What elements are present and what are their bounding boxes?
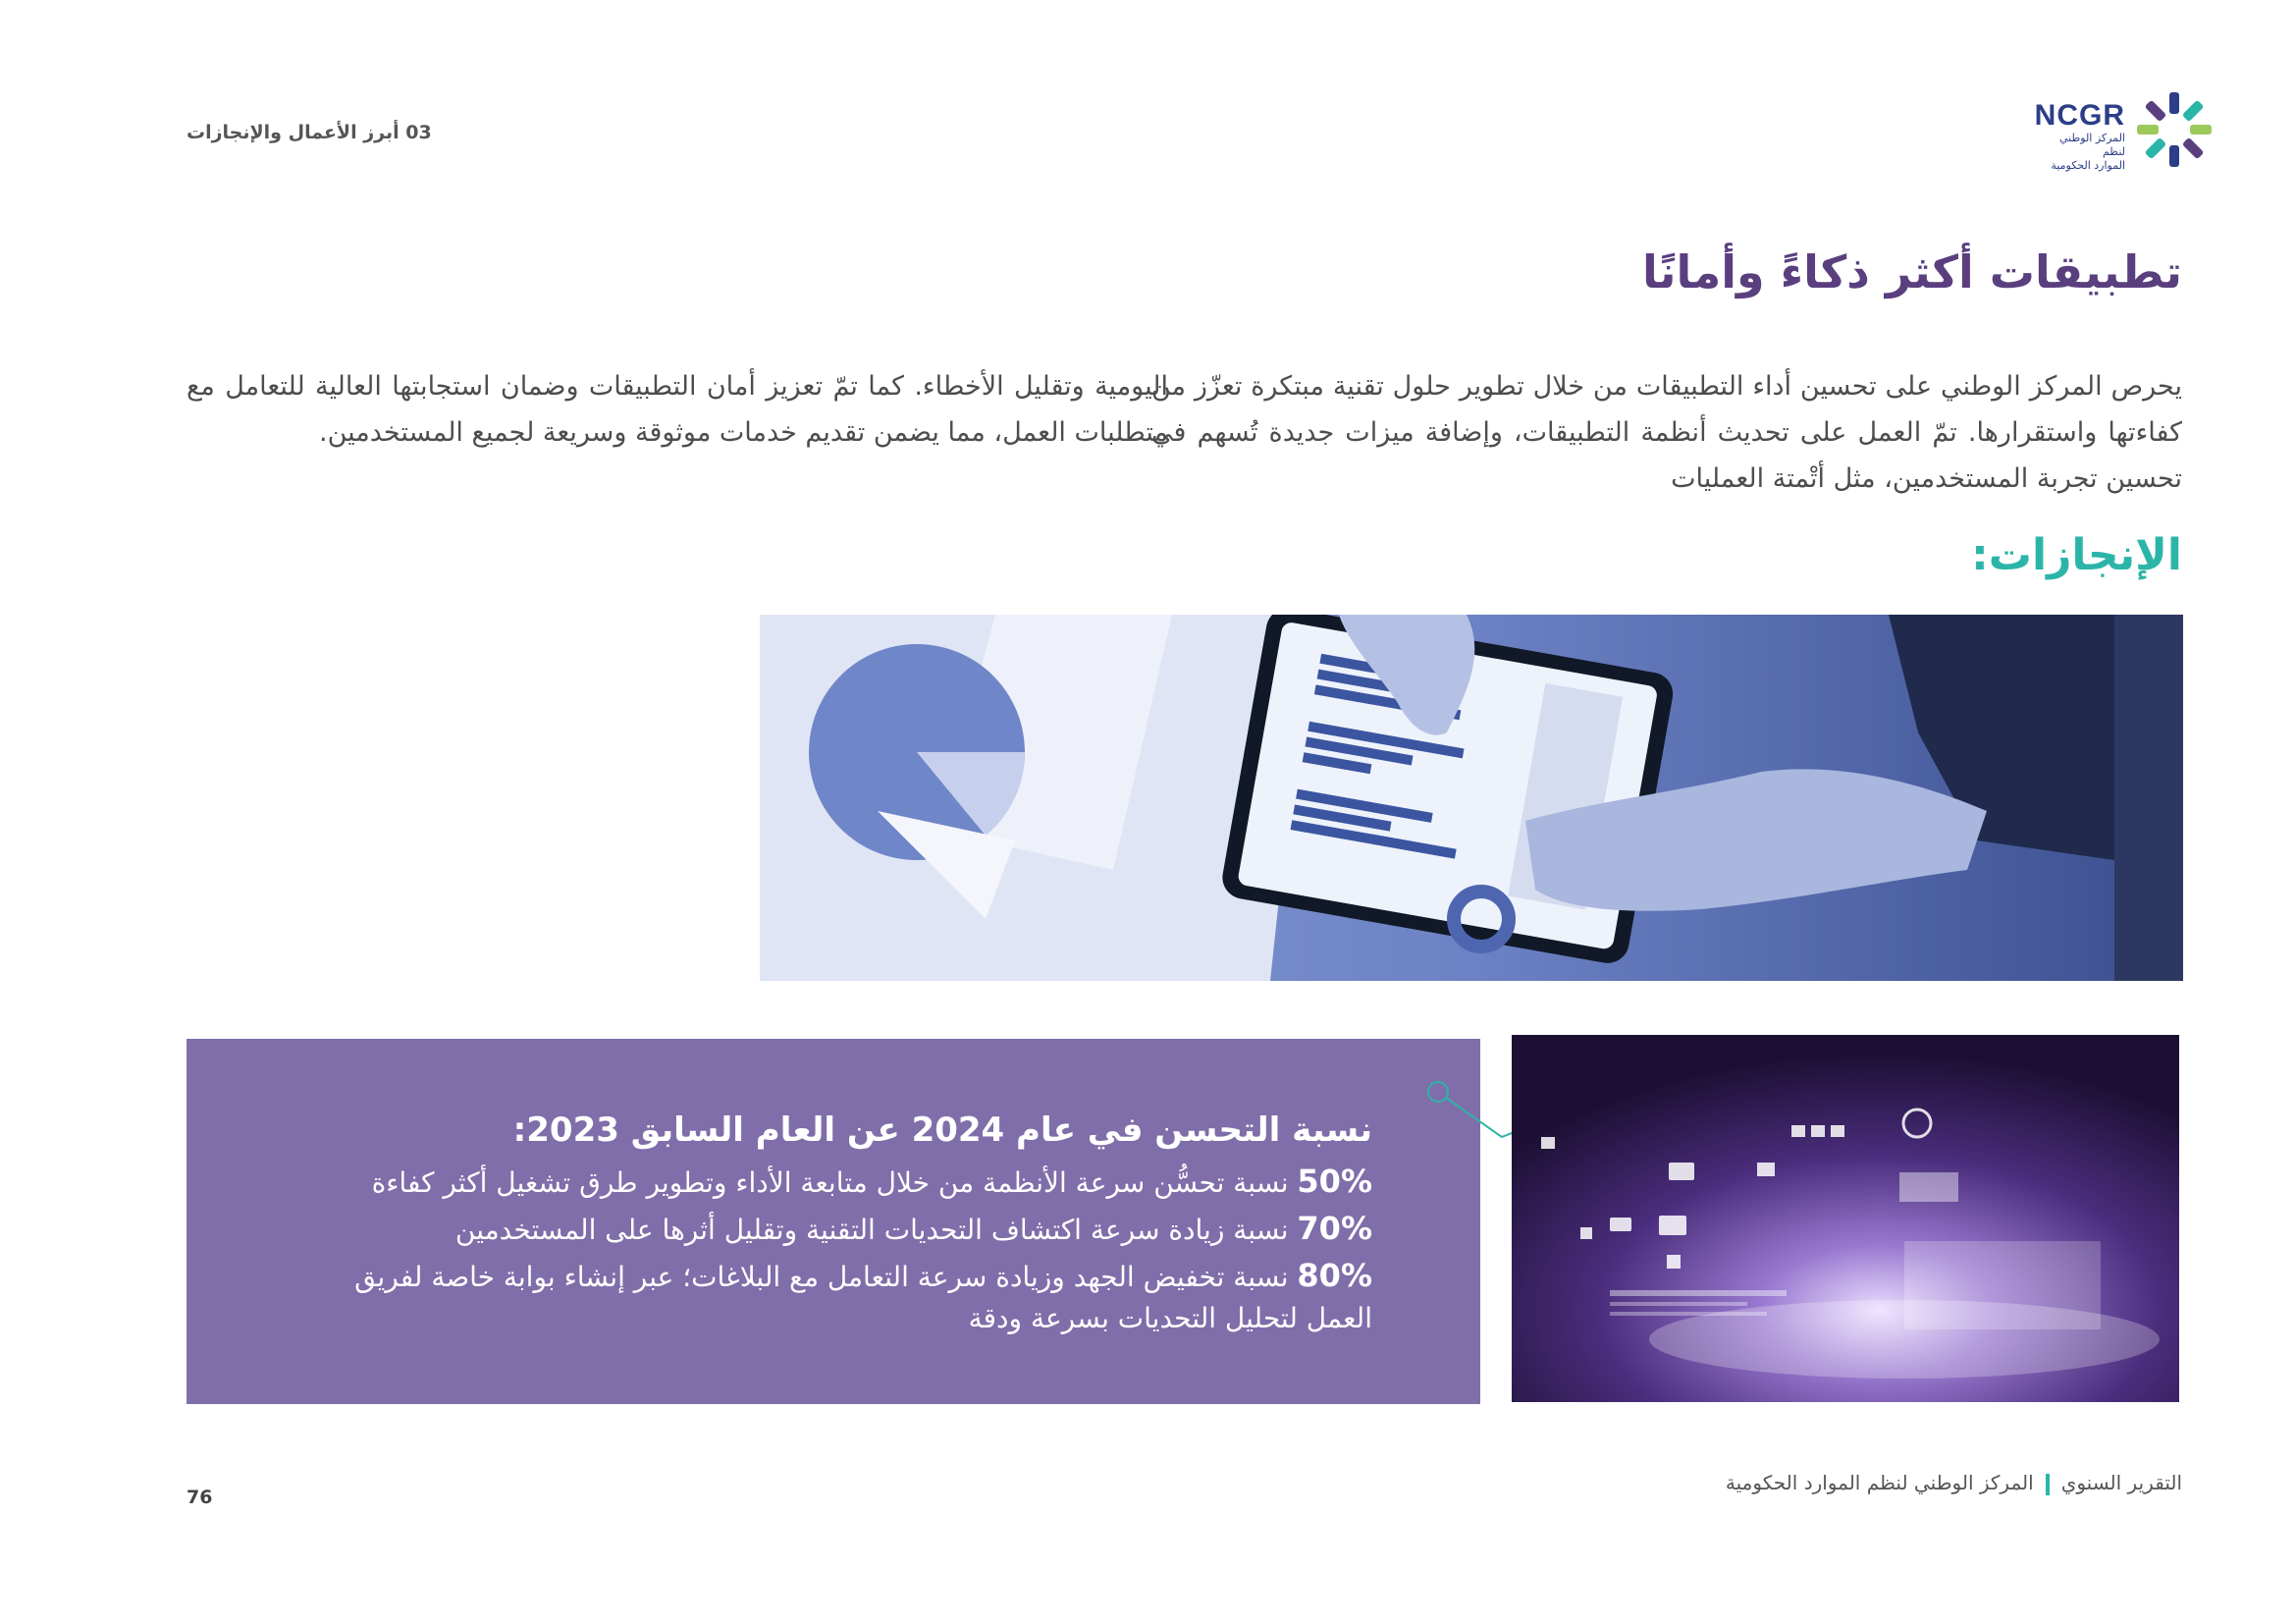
achievements-title: الإنجازات: (1971, 530, 2182, 580)
hero-image (760, 615, 2183, 981)
stats-box (187, 1039, 1480, 1404)
page-number: 76 (187, 1487, 213, 1508)
stat-percent: 80% (1297, 1257, 1372, 1294)
intro-paragraph-left: اليومية وتقليل الأخطاء. كما تمّ تعزيز أمان التطبيقات وضمان استجابتها العالية للتعامل مع متطلبات العمل، مما يضمن تقديم خدمات موثوقة وسريعة لجميع المستخدمين. (187, 371, 1168, 448)
footer-org: المركز الوطني لنظم الموارد الحكومية (1725, 1471, 2034, 1494)
page-title: تطبيقات أكثر ذكاءً وأمانًا (1641, 245, 2182, 298)
section-label: 03 أبرز الأعمال والإنجازات (187, 122, 432, 143)
stat-item (293, 1208, 1372, 1251)
footer-separator (2046, 1474, 2050, 1495)
stat-text: نسبة زيادة سرعة اكتشاف التحديات التقنية وتقليل أثرها على المستخدمين (454, 1214, 1298, 1246)
logo-sub-line2: الموارد الحكومية (2051, 159, 2125, 172)
digital-icons-illustration (1512, 1035, 2179, 1402)
footer-report: التقرير السنوي (2060, 1471, 2182, 1494)
stat-item (293, 1255, 1372, 1339)
tablet-charts-illustration (760, 615, 2183, 981)
stats-title: نسبة التحسن في عام 2024 عن العام السابق 2023: (512, 1110, 1372, 1150)
footer (1726, 1471, 2182, 1495)
stats-content (293, 1108, 1372, 1343)
stat-percent: 50% (1297, 1163, 1372, 1200)
stat-percent: 70% (1297, 1210, 1372, 1247)
logo-word: NCGR (2034, 99, 2125, 132)
stat-text: نسبة تحسُّن سرعة الأنظمة من خلال متابعة الأداء وتطوير طرق تشغيل أكثر كفاءة (371, 1166, 1298, 1199)
ncgr-star-icon (2135, 90, 2214, 169)
logo-text (2035, 100, 2125, 173)
stat-text: نسبة تخفيض الجهد وزيادة سرعة التعامل مع البلاغات؛ عبر إنشاء بوابة خاصة لفريق العمل لتحليل التحديات بسرعة ودقة (354, 1261, 1372, 1334)
stat-item (293, 1161, 1372, 1204)
intro-paragraph-right: يحرص المركز الوطني على تحسين أداء التطبيقات من خلال تطوير حلول تقنية مبتكرة تعزّز من كفاءتها واستقرارها. تمّ العمل على تحديث أنظمة التطبيقات، وإضافة ميزات جديدة تُسهم في تحسين تجربة المستخدمين، مثل أتْمتة العمليات (1151, 371, 2182, 494)
logo-sub-line1: المركز الوطني لنظم (2059, 132, 2125, 158)
ncgr-logo (2034, 90, 2214, 172)
digital-network-image (1512, 1035, 2179, 1402)
